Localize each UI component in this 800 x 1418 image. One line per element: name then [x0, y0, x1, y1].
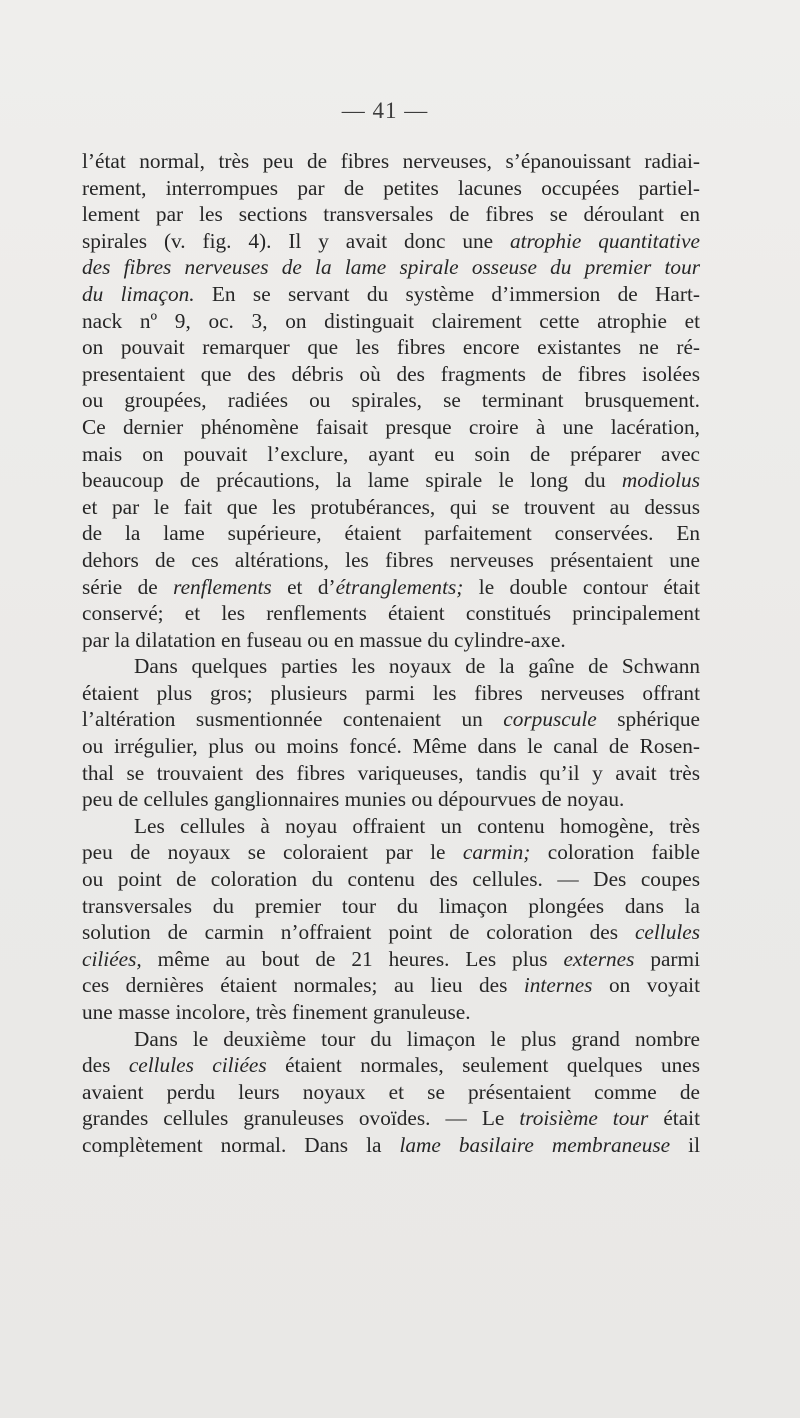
text-line — [82, 893, 700, 920]
text-line — [82, 254, 700, 281]
text-segment: une masse incolore, très finement granuleuse. — [82, 1000, 471, 1024]
text-segment: peu de noyaux se coloraient par le — [82, 840, 463, 865]
text-line — [82, 946, 700, 973]
text-line — [82, 387, 700, 414]
text-segment: par la dilatation en fuseau ou en massue du cylindre-axe. — [82, 627, 566, 652]
text-line — [82, 1052, 700, 1079]
text-segment: transversales du premier tour du limaçon plongées dans la — [82, 893, 700, 918]
text-line — [82, 201, 700, 228]
text-line — [82, 467, 700, 494]
text-line — [82, 494, 700, 521]
text-segment: l’altération susmentionnée contenaient un — [82, 707, 504, 732]
text-line — [82, 1079, 700, 1106]
text-segment: le double contour était — [463, 574, 701, 599]
text-segment: coloration faible — [530, 840, 700, 865]
text-segment: Dans le deuxième tour du limaçon le plus grand nombre — [134, 1026, 700, 1051]
text-segment: beaucoup de précautions, la lame spirale le long du — [82, 468, 622, 493]
text-segment: solution de carmin n’offraient point de coloration des — [82, 920, 635, 945]
italic-text: renflements — [173, 574, 272, 599]
text-line — [82, 228, 700, 255]
text-segment: grandes cellules granuleuses ovoïdes. — Le — [82, 1106, 520, 1131]
italic-text: ciliées, — [82, 946, 142, 971]
body-text — [82, 148, 700, 1159]
text-line — [82, 760, 700, 787]
text-segment: on voyait — [592, 973, 700, 998]
text-line — [82, 919, 700, 946]
text-line — [82, 574, 700, 601]
text-line — [82, 334, 700, 361]
text-segment: dehors de ces altérations, les fibres nerveuses présentaient une — [82, 547, 700, 572]
text-segment: En se servant du système d’immersion de Hart- — [194, 281, 700, 306]
text-line — [82, 547, 700, 574]
italic-text: des fibres nerveuses de la lame spirale osseuse du premier tour — [82, 255, 700, 280]
text-segment: sphérique — [596, 707, 701, 732]
text-line — [82, 706, 700, 733]
text-segment: ces dernières étaient normales; au lieu des — [82, 973, 524, 998]
text-segment: était — [648, 1106, 700, 1131]
italic-text: atrophie quantitative — [509, 228, 700, 253]
text-line — [82, 680, 700, 707]
text-segment: il — [670, 1132, 700, 1157]
text-segment: peu de cellules ganglionnaires munies ou dépourvues de noyau. — [82, 787, 625, 812]
text-segment: lement par les sections transversales de fibres se déroulant en — [82, 202, 700, 227]
text-segment: même au bout de 21 heures. Les plus — [141, 946, 564, 971]
italic-text: lame basilaire membraneuse — [399, 1132, 671, 1157]
text-line — [82, 839, 700, 866]
text-line — [82, 281, 700, 308]
page-number: — 41 — — [341, 98, 429, 123]
text-line — [82, 414, 700, 441]
text-line — [82, 1105, 700, 1132]
text-line — [82, 866, 700, 893]
italic-text: externes — [563, 946, 635, 971]
text-line — [82, 520, 700, 547]
italic-text: étranglements; — [335, 574, 464, 599]
italic-text: cellules ciliées — [128, 1053, 267, 1078]
text-segment: l’état normal, très peu de fibres nerveuses, s’épanouissant radiai- — [82, 149, 700, 173]
text-segment: nack nº 9, oc. 3, on distinguait clairement cette atrophie et — [82, 308, 700, 333]
text-line — [82, 653, 700, 680]
text-segment: et d’ — [271, 574, 336, 599]
text-line — [82, 733, 700, 760]
text-line — [82, 175, 700, 202]
text-segment: complètement normal. Dans la — [82, 1132, 400, 1157]
text-line — [82, 308, 700, 335]
text-segment: et par le fait que les protubérances, qui se trouvent au dessus — [82, 494, 700, 519]
italic-text: modiolus — [621, 468, 700, 493]
italic-text: troisième tour — [519, 1106, 649, 1131]
text-segment: ou groupées, radiées ou spirales, se terminant brusquement. — [82, 388, 700, 413]
text-line — [82, 1132, 700, 1159]
text-segment: ou point de coloration du contenu des cellules. — Des coupes — [82, 867, 700, 892]
text-segment: conservé; et les renflements étaient constitués principalement — [82, 601, 700, 626]
text-segment: rement, interrompues par de petites lacunes occupées partiel- — [82, 175, 700, 200]
italic-text: corpuscule — [503, 707, 597, 732]
italic-text: du limaçon. — [82, 281, 195, 306]
text-segment: presentaient que des débris où des fragments de fibres isolées — [82, 361, 700, 386]
italic-text: cellules — [634, 920, 700, 945]
text-segment: ou irrégulier, plus ou moins foncé. Même dans le canal de Rosen- — [82, 734, 700, 759]
text-segment: Dans quelques parties les noyaux de la gaîne de Schwann — [134, 654, 700, 679]
text-segment: avaient perdu leurs noyaux et se présentaient comme de — [82, 1079, 700, 1104]
text-segment: étaient plus gros; plusieurs parmi les fibres nerveuses offrant — [82, 680, 700, 705]
text-segment: étaient normales, seulement quelques unes — [266, 1053, 700, 1078]
text-line — [82, 361, 700, 388]
text-segment: parmi — [634, 946, 700, 971]
text-segment: Les cellules à noyau offraient un contenu homogène, très — [134, 813, 700, 838]
text-segment: mais on pouvait l’exclure, ayant eu soin de préparer avec — [82, 441, 700, 466]
text-segment: Ce dernier phénomène faisait presque croire à une lacération, — [82, 414, 700, 439]
text-line — [82, 627, 700, 654]
text-segment: des — [82, 1053, 129, 1078]
text-line — [82, 813, 700, 840]
text-line — [82, 786, 700, 813]
text-line — [82, 148, 700, 175]
text-segment: spirales (v. fig. 4). Il y avait donc une — [82, 228, 510, 253]
text-segment: thal se trouvaient des fibres variqueuses, tandis qu’il y avait très — [82, 760, 700, 785]
text-line — [82, 999, 700, 1026]
text-segment: on pouvait remarquer que les fibres encore existantes ne ré- — [82, 335, 700, 360]
text-line — [82, 441, 700, 468]
text-segment: série de — [82, 574, 174, 599]
text-line — [82, 600, 700, 627]
text-segment: de la lame supérieure, étaient parfaitement conservées. En — [82, 521, 700, 546]
italic-text: internes — [523, 973, 593, 998]
italic-text: carmin; — [462, 840, 531, 865]
text-line — [82, 1026, 700, 1053]
text-line — [82, 972, 700, 999]
